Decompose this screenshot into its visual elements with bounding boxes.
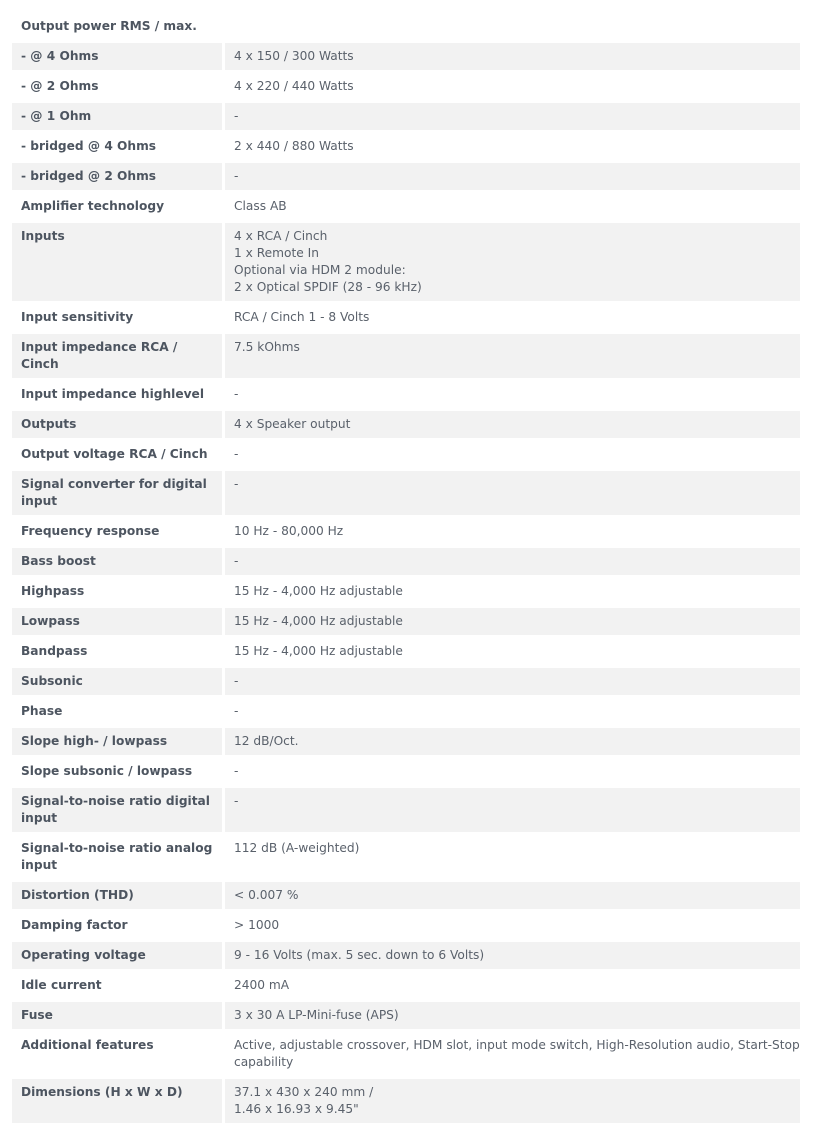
spec-label: Input impedance RCA / Cinch (12, 334, 225, 381)
spec-label-line: Signal-to-noise ratio digital (21, 794, 210, 808)
spec-value-line: capability (234, 1055, 294, 1069)
spec-value: - (225, 381, 800, 411)
spec-label: Inputs (12, 223, 225, 304)
spec-row (12, 728, 800, 758)
spec-value: 4 x Speaker output (225, 411, 800, 441)
spec-row (12, 1032, 800, 1079)
spec-table (12, 13, 800, 1126)
spec-value: 10 Hz - 80,000 Hz (225, 518, 800, 548)
spec-value: 3 x 30 A LP-Mini-fuse (APS) (225, 1002, 800, 1032)
spec-label: Outputs (12, 411, 225, 441)
spec-row (12, 518, 800, 548)
spec-label: Lowpass (12, 608, 225, 638)
spec-label: Distortion (THD) (12, 882, 225, 912)
spec-label: - bridged @ 2 Ohms (12, 163, 225, 193)
spec-row (12, 638, 800, 668)
spec-value: 2 x 440 / 880 Watts (225, 133, 800, 163)
spec-row (12, 334, 800, 381)
spec-label-line: Signal converter for digital (21, 477, 207, 491)
spec-row (12, 758, 800, 788)
spec-value: Class AB (225, 193, 800, 223)
spec-label: Damping factor (12, 912, 225, 942)
spec-row (12, 43, 800, 73)
spec-value: < 0.007 % (225, 882, 800, 912)
spec-label (12, 835, 225, 882)
spec-row (12, 133, 800, 163)
spec-label: Slope subsonic / lowpass (12, 758, 225, 788)
spec-row (12, 608, 800, 638)
spec-label: Input sensitivity (12, 304, 225, 334)
spec-label-line: input (21, 858, 58, 872)
spec-label: Fuse (12, 1002, 225, 1032)
spec-row (12, 698, 800, 728)
spec-value (225, 1079, 800, 1126)
spec-row (12, 972, 800, 1002)
spec-row (12, 1002, 800, 1032)
spec-table-body (12, 13, 800, 1126)
spec-row (12, 668, 800, 698)
spec-value: 12 dB/Oct. (225, 728, 800, 758)
spec-value: 2400 mA (225, 972, 800, 1002)
spec-value: 15 Hz - 4,000 Hz adjustable (225, 578, 800, 608)
spec-row (12, 788, 800, 835)
spec-row (12, 193, 800, 223)
spec-value: - (225, 471, 800, 518)
spec-row (12, 163, 800, 193)
spec-row (12, 882, 800, 912)
spec-value: - (225, 441, 800, 471)
spec-row (12, 73, 800, 103)
spec-value: 15 Hz - 4,000 Hz adjustable (225, 608, 800, 638)
spec-row (12, 912, 800, 942)
spec-label: Slope high- / lowpass (12, 728, 225, 758)
spec-label: - @ 2 Ohms (12, 73, 225, 103)
spec-label: - @ 4 Ohms (12, 43, 225, 73)
spec-row (12, 835, 800, 882)
spec-label: Additional features (12, 1032, 225, 1079)
spec-value: - (225, 668, 800, 698)
spec-label: Bass boost (12, 548, 225, 578)
spec-value-line: 4 x RCA / Cinch (234, 229, 328, 243)
spec-value: 9 - 16 Volts (max. 5 sec. down to 6 Volts) (225, 942, 800, 972)
spec-row (12, 1079, 800, 1126)
spec-value: RCA / Cinch 1 - 8 Volts (225, 304, 800, 334)
spec-label: Frequency response (12, 518, 225, 548)
spec-row (12, 13, 800, 43)
spec-label: Output voltage RCA / Cinch (12, 441, 225, 471)
spec-label: Idle current (12, 972, 225, 1002)
spec-value: - (225, 758, 800, 788)
spec-value: - (225, 103, 800, 133)
spec-value-line: Active, adjustable crossover, HDM slot, input mode switch, High-Resolution audio, Start-Stop (234, 1038, 800, 1052)
spec-label: Input impedance highlevel (12, 381, 225, 411)
spec-value-line: 2 x Optical SPDIF (28 - 96 kHz) (234, 280, 422, 294)
spec-value (225, 223, 800, 304)
spec-row (12, 411, 800, 441)
spec-label-line: input (21, 811, 58, 825)
spec-label-line: input (21, 494, 58, 508)
spec-value (225, 1032, 800, 1079)
spec-value: 15 Hz - 4,000 Hz adjustable (225, 638, 800, 668)
spec-value: - (225, 788, 800, 835)
spec-row (12, 471, 800, 518)
spec-row (12, 578, 800, 608)
spec-label: Amplifier technology (12, 193, 225, 223)
spec-value: 4 x 220 / 440 Watts (225, 73, 800, 103)
spec-row (12, 304, 800, 334)
spec-label (12, 788, 225, 835)
spec-label: Operating voltage (12, 942, 225, 972)
spec-value: > 1000 (225, 912, 800, 942)
spec-value: - (225, 163, 800, 193)
spec-value: 7.5 kOhms (225, 334, 800, 381)
spec-value (225, 13, 800, 43)
spec-value: - (225, 548, 800, 578)
spec-label (12, 471, 225, 518)
spec-row (12, 942, 800, 972)
spec-value-line: 37.1 x 430 x 240 mm / (234, 1085, 374, 1099)
spec-label: Phase (12, 698, 225, 728)
spec-row (12, 441, 800, 471)
spec-label-line: Signal-to-noise ratio analog (21, 841, 213, 855)
spec-label: Subsonic (12, 668, 225, 698)
spec-label: Bandpass (12, 638, 225, 668)
spec-row (12, 548, 800, 578)
spec-label: Highpass (12, 578, 225, 608)
spec-value-line: 1.46 x 16.93 x 9.45" (234, 1102, 359, 1116)
spec-row (12, 103, 800, 133)
spec-label: - bridged @ 4 Ohms (12, 133, 225, 163)
spec-value-line: 1 x Remote In (234, 246, 319, 260)
spec-label: - @ 1 Ohm (12, 103, 225, 133)
spec-row (12, 223, 800, 304)
spec-value: 112 dB (A-weighted) (225, 835, 800, 882)
spec-label: Output power RMS / max. (12, 13, 225, 43)
spec-row (12, 381, 800, 411)
spec-label: Dimensions (H x W x D) (12, 1079, 225, 1126)
spec-value: - (225, 698, 800, 728)
spec-value: 4 x 150 / 300 Watts (225, 43, 800, 73)
spec-value-line: Optional via HDM 2 module: (234, 263, 406, 277)
